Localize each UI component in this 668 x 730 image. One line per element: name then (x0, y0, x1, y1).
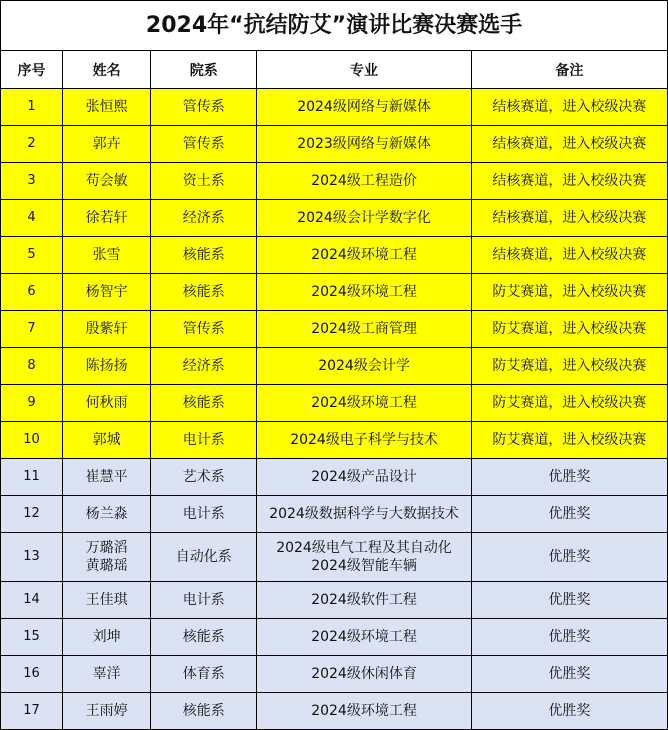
cell-no-text: 1 (27, 99, 36, 114)
cell-note[interactable] (471, 619, 667, 656)
cell-no-text: 16 (23, 666, 40, 681)
cell-no-text: 6 (27, 284, 36, 299)
cell-no[interactable] (1, 274, 63, 311)
cell-major-text: 2024级环境工程 (311, 284, 417, 300)
cell-major[interactable] (257, 385, 471, 422)
cell-major-text: 2024级环境工程 (311, 629, 417, 645)
cell-major-text: 2024级网络与新媒体 (297, 99, 431, 115)
cell-major[interactable] (257, 422, 471, 459)
cell-dept-text: 自动化系 (175, 549, 232, 565)
cell-major[interactable] (257, 693, 471, 730)
cell-note-text: 优胜奖 (548, 506, 591, 522)
cell-dept-text: 核能系 (182, 629, 225, 645)
cell-dept[interactable] (151, 126, 257, 163)
cell-major-text: 2024级休闲体育 (311, 666, 417, 682)
cell-dept[interactable] (151, 274, 257, 311)
header-dept[interactable]: 院系 (151, 51, 257, 89)
cell-dept-text: 管传系 (182, 136, 225, 152)
cell-dept-text: 电计系 (182, 432, 225, 448)
cell-note[interactable] (471, 459, 667, 496)
cell-no-text: 10 (23, 432, 40, 447)
cell-dept-text: 经济系 (182, 358, 225, 374)
cell-name-text: 徐若轩 (85, 210, 128, 226)
header-major[interactable]: 专业 (257, 51, 471, 89)
cell-name-text: 何秋雨 (85, 395, 128, 411)
cell-note[interactable] (471, 348, 667, 385)
cell-dept[interactable] (151, 422, 257, 459)
table-row (1, 533, 668, 582)
cell-major[interactable] (257, 163, 471, 200)
cell-dept-text: 核能系 (182, 284, 225, 300)
table-row (1, 89, 668, 126)
cell-major[interactable] (257, 619, 471, 656)
cell-major-text: 2024级工商管理 (311, 321, 417, 337)
cell-note[interactable] (471, 126, 667, 163)
cell-note[interactable] (471, 237, 667, 274)
table-row (1, 619, 668, 656)
cell-note[interactable] (471, 163, 667, 200)
cell-note-text: 防艾赛道，进入校级决赛 (492, 321, 647, 337)
cell-name-text: 杨兰淼 (85, 506, 128, 522)
table-row (1, 311, 668, 348)
cell-note-text: 结核赛道，进入校级决赛 (492, 247, 647, 263)
cell-no-text: 11 (23, 469, 40, 484)
cell-no[interactable] (1, 89, 63, 126)
cell-note[interactable] (471, 274, 667, 311)
cell-no[interactable] (1, 126, 63, 163)
cell-no[interactable] (1, 496, 63, 533)
cell-dept[interactable] (151, 582, 257, 619)
table-row (1, 459, 668, 496)
cell-name-text: 万璐滔 (85, 540, 128, 556)
cell-note-text: 结核赛道，进入校级决赛 (492, 99, 647, 115)
table-row (1, 496, 668, 533)
cell-no-text: 3 (27, 173, 36, 188)
cell-major-text: 2024级电子科学与技术 (290, 432, 438, 448)
cell-major[interactable] (257, 200, 471, 237)
cell-name-text: 陈扬扬 (85, 358, 128, 374)
cell-name[interactable] (63, 348, 151, 385)
cell-name-text: 郭卉 (92, 136, 121, 152)
table-row (1, 656, 668, 693)
cell-name-text: 杨智宇 (85, 284, 128, 300)
cell-name[interactable] (63, 693, 151, 730)
cell-dept[interactable] (151, 619, 257, 656)
cell-dept-text: 电计系 (182, 592, 225, 608)
cell-note-text: 优胜奖 (548, 592, 591, 608)
cell-name-text: 刘坤 (92, 629, 121, 645)
cell-name[interactable] (63, 496, 151, 533)
cell-note-text: 防艾赛道，进入校级决赛 (492, 358, 647, 374)
cell-dept[interactable] (151, 459, 257, 496)
header-note[interactable]: 备注 (471, 51, 667, 89)
cell-dept[interactable] (151, 348, 257, 385)
cell-no-text: 8 (27, 358, 36, 373)
cell-dept[interactable] (151, 693, 257, 730)
cell-major-text: 2024级环境工程 (311, 703, 417, 719)
cell-note[interactable] (471, 496, 667, 533)
cell-note-text: 优胜奖 (548, 549, 591, 565)
cell-note[interactable] (471, 656, 667, 693)
cell-dept-text: 艺术系 (182, 469, 225, 485)
cell-major-text: 2024级电气工程及其自动化 (276, 540, 452, 556)
cell-note[interactable] (471, 89, 667, 126)
cell-major[interactable] (257, 533, 471, 582)
cell-name[interactable] (63, 422, 151, 459)
cell-no[interactable] (1, 619, 63, 656)
cell-dept-text: 经济系 (182, 210, 225, 226)
cell-name-text: 殷紫轩 (85, 321, 128, 337)
cell-major-text-line2: 2024级智能车辆 (311, 558, 417, 574)
cell-no-text: 2 (27, 136, 36, 151)
cell-dept-text: 核能系 (182, 247, 225, 263)
header-row (1, 51, 668, 89)
cell-major-text: 2024级工程造价 (311, 173, 417, 189)
cell-note-text: 防艾赛道，进入校级决赛 (492, 284, 647, 300)
table-row (1, 237, 668, 274)
cell-name[interactable] (63, 126, 151, 163)
cell-major[interactable] (257, 459, 471, 496)
cell-dept[interactable] (151, 89, 257, 126)
cell-no-text: 12 (23, 506, 40, 521)
table-body (1, 89, 668, 730)
cell-name-text: 苟会敏 (85, 173, 128, 189)
cell-no-text: 13 (23, 549, 40, 564)
cell-name[interactable] (63, 582, 151, 619)
cell-name-text-line2: 黄璐瑶 (85, 558, 128, 574)
cell-name-text: 王雨婷 (85, 703, 128, 719)
cell-name[interactable] (63, 385, 151, 422)
cell-dept[interactable] (151, 656, 257, 693)
cell-note-text: 防艾赛道，进入校级决赛 (492, 395, 647, 411)
cell-major-text: 2023级网络与新媒体 (297, 136, 431, 152)
table-row (1, 200, 668, 237)
cell-note[interactable] (471, 582, 667, 619)
cell-name[interactable] (63, 459, 151, 496)
cell-no[interactable] (1, 348, 63, 385)
cell-note[interactable] (471, 385, 667, 422)
cell-note-text: 结核赛道，进入校级决赛 (492, 210, 647, 226)
cell-no[interactable] (1, 163, 63, 200)
cell-note-text: 防艾赛道，进入校级决赛 (492, 432, 647, 448)
cell-name[interactable] (63, 163, 151, 200)
cell-note-text: 结核赛道，进入校级决赛 (492, 136, 647, 152)
cell-no[interactable] (1, 656, 63, 693)
cell-name[interactable] (63, 533, 151, 582)
cell-no-text: 7 (27, 321, 36, 336)
cell-no[interactable] (1, 237, 63, 274)
table-row (1, 693, 668, 730)
cell-no[interactable] (1, 200, 63, 237)
cell-no[interactable] (1, 459, 63, 496)
header-name[interactable]: 姓名 (63, 51, 151, 89)
cell-major-text: 2024级会计学数字化 (297, 210, 431, 226)
cell-major[interactable] (257, 582, 471, 619)
cell-dept-text: 核能系 (182, 395, 225, 411)
cell-dept-text: 体育系 (182, 666, 225, 682)
cell-name-text: 张恒熙 (85, 99, 128, 115)
cell-dept-text: 核能系 (182, 703, 225, 719)
cell-name[interactable] (63, 274, 151, 311)
cell-name[interactable] (63, 619, 151, 656)
cell-name[interactable] (63, 200, 151, 237)
cell-name[interactable] (63, 89, 151, 126)
cell-no[interactable] (1, 422, 63, 459)
cell-major-text: 2024级数据科学与大数据技术 (269, 506, 459, 522)
cell-no[interactable] (1, 693, 63, 730)
cell-major[interactable] (257, 126, 471, 163)
table-row (1, 274, 668, 311)
cell-major[interactable] (257, 274, 471, 311)
cell-note[interactable] (471, 200, 667, 237)
cell-major-text: 2024级会计学 (318, 358, 410, 374)
cell-name-text: 崔慧平 (85, 469, 128, 485)
cell-major[interactable] (257, 656, 471, 693)
cell-major-text: 2024级软件工程 (311, 592, 417, 608)
cell-major[interactable] (257, 496, 471, 533)
cell-major-text: 2024级环境工程 (311, 395, 417, 411)
cell-dept-text: 管传系 (182, 321, 225, 337)
cell-major[interactable] (257, 311, 471, 348)
table-row (1, 348, 668, 385)
table-row (1, 422, 668, 459)
cell-no[interactable] (1, 385, 63, 422)
cell-no-text: 14 (23, 592, 40, 607)
table-row (1, 582, 668, 619)
cell-note-text: 优胜奖 (548, 666, 591, 682)
cell-note[interactable] (471, 311, 667, 348)
cell-dept[interactable] (151, 163, 257, 200)
table-row (1, 385, 668, 422)
cell-name[interactable] (63, 656, 151, 693)
cell-no-text: 5 (27, 247, 36, 262)
cell-dept[interactable] (151, 496, 257, 533)
cell-note-text: 优胜奖 (548, 469, 591, 485)
cell-name-text: 张雪 (92, 247, 121, 263)
cell-major[interactable] (257, 89, 471, 126)
sheet-title: 2024年“抗结防艾”演讲比赛决赛选手 (0, 0, 668, 50)
cell-name-text: 王佳琪 (85, 592, 128, 608)
cell-name-text: 郭城 (92, 432, 121, 448)
cell-name[interactable] (63, 237, 151, 274)
cell-major[interactable] (257, 237, 471, 274)
cell-dept[interactable] (151, 533, 257, 582)
contestants-table (0, 50, 668, 730)
cell-no-text: 15 (23, 629, 40, 644)
cell-note-text: 结核赛道，进入校级决赛 (492, 173, 647, 189)
cell-note-text: 优胜奖 (548, 629, 591, 645)
cell-dept-text: 资土系 (182, 173, 225, 189)
cell-no[interactable] (1, 311, 63, 348)
cell-major-text: 2024级产品设计 (311, 469, 417, 485)
cell-dept[interactable] (151, 385, 257, 422)
cell-dept-text: 电计系 (182, 506, 225, 522)
cell-major[interactable] (257, 348, 471, 385)
cell-dept[interactable] (151, 200, 257, 237)
cell-note[interactable] (471, 533, 667, 582)
cell-note[interactable] (471, 693, 667, 730)
cell-note[interactable] (471, 422, 667, 459)
table-row (1, 163, 668, 200)
cell-dept[interactable] (151, 237, 257, 274)
cell-no-text: 4 (27, 210, 36, 225)
cell-note-text: 优胜奖 (548, 703, 591, 719)
cell-major-text: 2024级环境工程 (311, 247, 417, 263)
cell-dept[interactable] (151, 311, 257, 348)
cell-no-text: 9 (27, 395, 36, 410)
table-row (1, 126, 668, 163)
cell-no-text: 17 (23, 703, 40, 718)
cell-no[interactable] (1, 582, 63, 619)
cell-dept-text: 管传系 (182, 99, 225, 115)
cell-no[interactable] (1, 533, 63, 582)
header-no[interactable]: 序号 (1, 51, 63, 89)
cell-name-text: 辜洋 (92, 666, 121, 682)
cell-name[interactable] (63, 311, 151, 348)
